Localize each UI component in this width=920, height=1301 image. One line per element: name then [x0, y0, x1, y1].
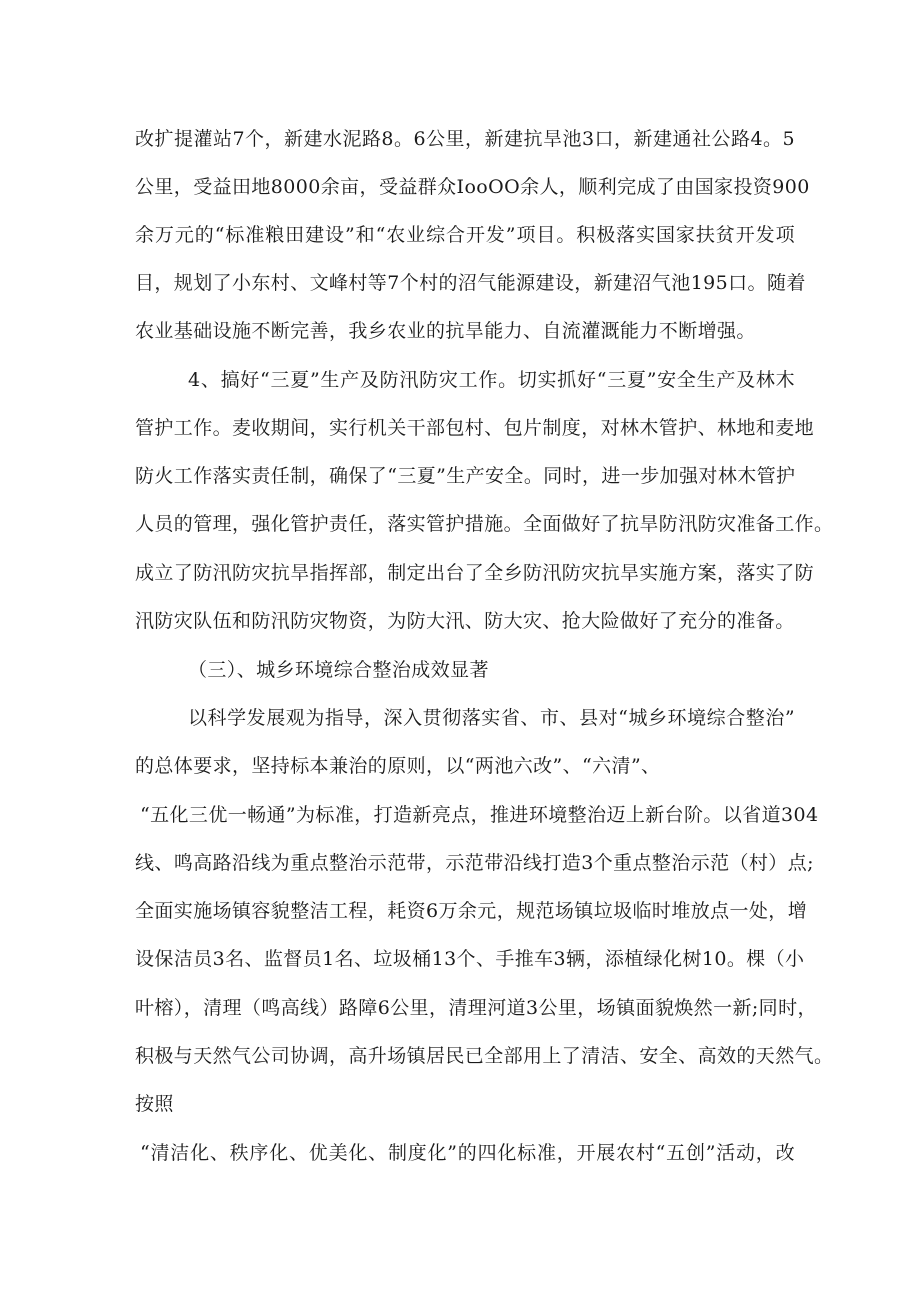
text-line-21: 按照 [135, 1093, 174, 1115]
text-line-16: 线、鸣高路沿线为重点整治示范带，示范带沿线打造3个重点整治示范（村）点; [135, 852, 814, 874]
text-line-19: 叶榕），清理（鸣高线）路障6公里，清理河道3公里，场镇面貌焕然一新;同时， [135, 997, 817, 1019]
text-line-7: 管护工作。麦收期间，实行机关干部包村、包片制度，对林木管护、林地和麦地 [135, 417, 815, 439]
text-line-9: 人员的管理，强化管护责任，落实管护措施。全面做好了抗旱防汛防灾准备工作。 [135, 513, 834, 535]
text-line-10: 成立了防汛防灾抗旱指挥部，制定出台了全乡防汛防灾抗旱实施方案，落实了防 [135, 562, 815, 584]
text-line-4: 目，规划了小东村、文峰村等7个村的沼气能源建设，新建沼气池195口。随着 [135, 272, 806, 294]
text-line-2: 公里，受益田地8000余亩，受益群众IooOO余人，顺利完成了由国家投资900 [135, 176, 810, 198]
text-line-22: “清洁化、秩序化、优美化、制度化”的四化标准，开展农村“五创”活动，改 [140, 1142, 795, 1164]
text-line-14: 的总体要求，坚持标本兼治的原则，以“两池六改”、“六清”、 [135, 755, 661, 777]
paragraph-environment-start: 以科学发展观为指导，深入贯彻落实省、市、县对“城乡环境综合整治” [188, 707, 795, 729]
text-line-15: “五化三优一畅通”为标准，打造新亮点，推进环境整治迈上新台阶。以省道304 [140, 804, 819, 826]
text-line-8: 防火工作落实责任制，确保了“三夏”生产安全。同时，进一步加强对林木管护 [135, 465, 796, 487]
text-line-1: 改扩提灌站7个，新建水泥路8。6公里，新建抗旱池3口，新建通社公路4。5 [135, 128, 795, 150]
text-line-20: 积极与天然气公司协调，高升场镇居民已全部用上了清洁、安全、高效的天然气。 [135, 1045, 834, 1067]
paragraph-4-start: 4、搞好“三夏”生产及防汛防灾工作。切实抓好“三夏”安全生产及林木 [188, 369, 795, 391]
text-line-17: 全面实施场镇容貌整洁工程，耗资6万余元，规范场镇垃圾临时堆放点一处，增 [135, 900, 808, 922]
text-line-3: 余万元的“标准粮田建设”和“农业综合开发”项目。积极落实国家扶贫开发项 [135, 224, 795, 246]
text-line-11: 汛防灾队伍和防汛防灾物资，为防大汛、防大灾、抢大险做好了充分的准备。 [135, 610, 795, 632]
section-heading: （三）、城乡环境综合整治成效显著 [188, 659, 489, 681]
text-line-5: 农业基础设施不断完善，我乡农业的抗旱能力、自流灌溉能力不断增强。 [135, 320, 756, 342]
text-line-18: 设保洁员3名、监督员1名、垃圾桶13个、手推车3辆，添植绿化树10。棵（小 [135, 948, 805, 970]
